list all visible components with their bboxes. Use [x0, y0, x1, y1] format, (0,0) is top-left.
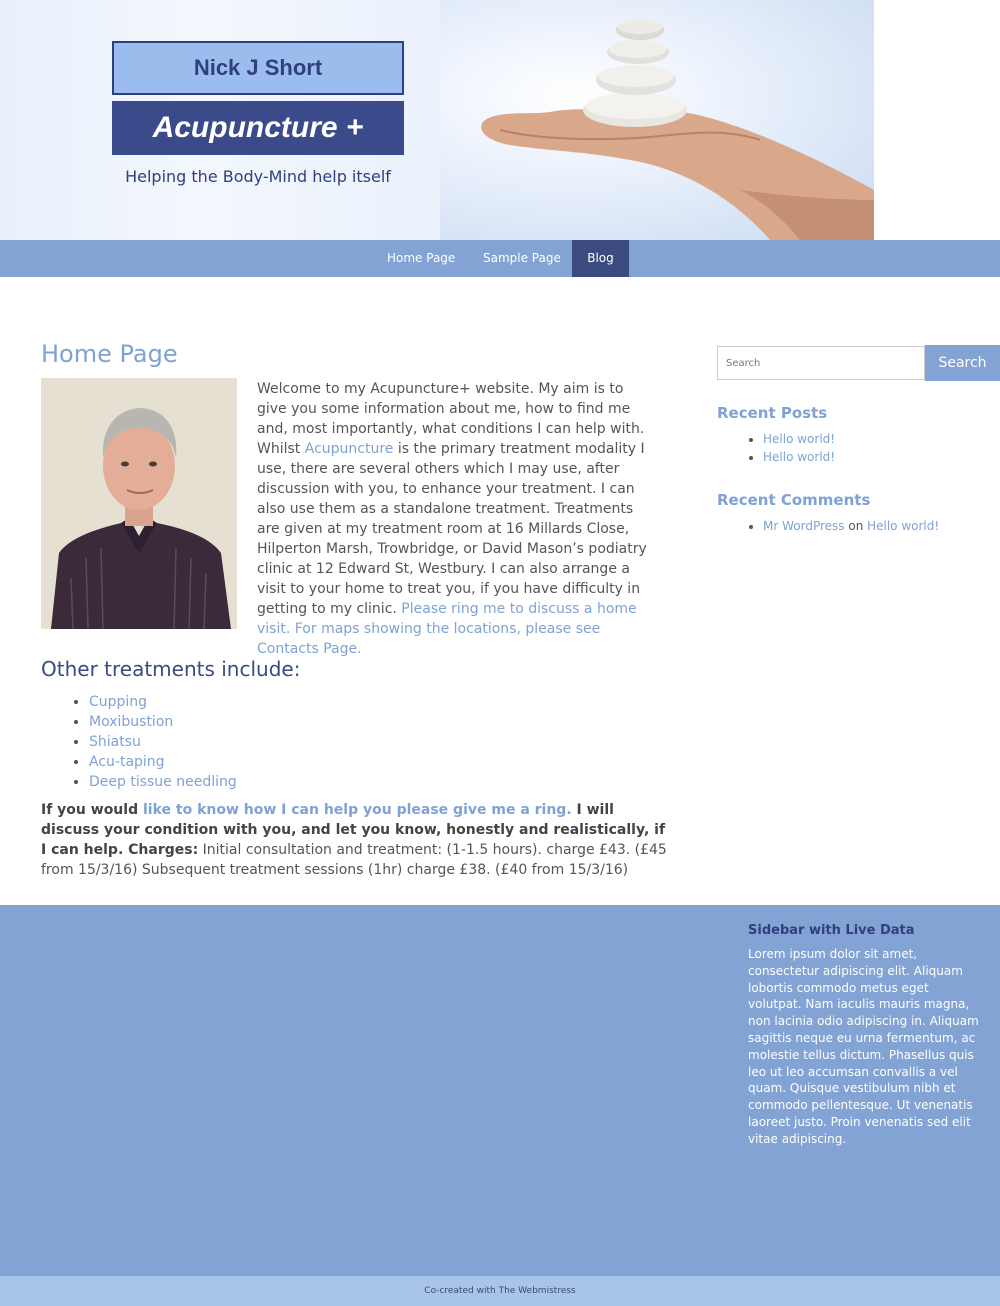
portrait-illustration: [41, 378, 237, 629]
home-visit-contacts-link[interactable]: Please ring me to discuss a home visit. For maps showing the locations, please see Contacts Page.: [257, 601, 637, 657]
list-item: [763, 517, 939, 535]
list-item: [89, 732, 237, 752]
site-header: [0, 0, 1000, 240]
list-item: [89, 692, 237, 712]
search-button[interactable]: Search: [925, 345, 1000, 381]
hand-stones-illustration: [440, 0, 874, 240]
comment-author-link[interactable]: Mr WordPress: [763, 519, 845, 533]
treatments-list: [89, 692, 237, 792]
nav-sample-page[interactable]: Sample Page: [483, 251, 561, 265]
portrait-photo: [41, 378, 237, 629]
comment-post-link[interactable]: Hello world!: [867, 519, 940, 533]
recent-post-link[interactable]: Hello world!: [763, 432, 836, 446]
treatment-link-shiatsu[interactable]: Shiatsu: [89, 734, 141, 750]
nav-blog[interactable]: Blog: [572, 240, 629, 277]
recent-post-link[interactable]: Hello world!: [763, 450, 836, 464]
footer-credit-bar: [0, 1276, 1000, 1306]
list-item: [89, 772, 237, 792]
list-item: [763, 430, 835, 448]
give-me-a-ring-link[interactable]: like to know how I can help you please give me a ring.: [142, 802, 572, 818]
list-item: [763, 448, 835, 466]
treatment-link-acu-taping[interactable]: Acu-taping: [89, 754, 165, 770]
treatment-link-moxibustion[interactable]: Moxibustion: [89, 714, 174, 730]
treatment-link-deep-tissue-needling[interactable]: Deep tissue needling: [89, 774, 237, 790]
footer-sidebar-title: Sidebar with Live Data: [748, 923, 915, 938]
site-logo-title[interactable]: Acupuncture +: [112, 101, 404, 155]
intro-text-pre: Whilst: [257, 441, 305, 457]
footer-credit[interactable]: Co-created with The Webmistress: [424, 1286, 576, 1296]
header-hand-stones-image: [440, 0, 874, 240]
charges-details: Initial consultation and treatment: (1-1.5 hours). charge £43. (£45 from 15/3/16) Subsequent treatment sessions (1hr) charge £38. (£40 from 15/3/16): [41, 842, 667, 878]
charges-bold-intro: If you would: [41, 802, 143, 818]
footer-sidebar-text: Lorem ipsum dolor sit amet, consectetur adipiscing elit. Aliquam lobortis commodo metus eget volutpat. Nam iaculis mauris magna, non lacinia odio adipiscing in. Aliquam sagittis neque eu urna fermentum, ac molestie tellus dictum. Phasellus quis leo ut leo accumsan convallis a vel quam. Quisque vestibulum nibh et commodo pellentesque. Ut venenatis laoreet justo. Proin venenatis sed elit vitae adipiscing.: [748, 947, 979, 1146]
comment-on-text: on: [844, 519, 868, 533]
intro-paragraph-2: [257, 439, 657, 659]
list-item: [89, 712, 237, 732]
site-logo-name[interactable]: Nick J Short: [112, 41, 404, 95]
charges-paragraph: [41, 800, 671, 880]
recent-posts-list: [763, 430, 835, 466]
treatment-link-cupping[interactable]: Cupping: [89, 694, 148, 710]
charges-bold-discuss: I will discuss your condition with you, and let you know, honestly and realistically, if I can help. Charges:: [41, 802, 666, 858]
list-item: [89, 752, 237, 772]
recent-comments-title: Recent Comments: [717, 491, 871, 509]
acupuncture-link[interactable]: Acupuncture: [304, 441, 394, 457]
recent-posts-title: Recent Posts: [717, 404, 828, 422]
main-navigation: [0, 240, 1000, 277]
site-tagline: Helping the Body-Mind help itself: [125, 167, 391, 186]
intro-text-body: is the primary treatment modality I use, there are several others which I may use, after discussion with you, to enhance your treatment. I can also use them as a standalone treatment. Treatments are given at my treatment room at 16 Millards Close, Hilperton Marsh, Trowbridge, or David Mason’s podiatry clinic at 12 Edward St, Westbury. I can also arrange a visit to your home to treat you, if you have difficulty in getting to my clinic.: [257, 441, 647, 617]
other-treatments-heading: Other treatments include:: [41, 657, 301, 681]
intro-text: [257, 379, 657, 659]
intro-paragraph-1: Welcome to my Acupuncture+ website. My aim is to give you some information about me, how to find me and, most importantly, what conditions I can help with.: [257, 381, 645, 437]
search-input[interactable]: [717, 346, 925, 380]
page-title: Home Page: [41, 340, 178, 368]
recent-comments-list: [763, 517, 939, 535]
footer-widget-area: [0, 905, 1000, 1276]
nav-home-page[interactable]: Home Page: [387, 251, 456, 265]
